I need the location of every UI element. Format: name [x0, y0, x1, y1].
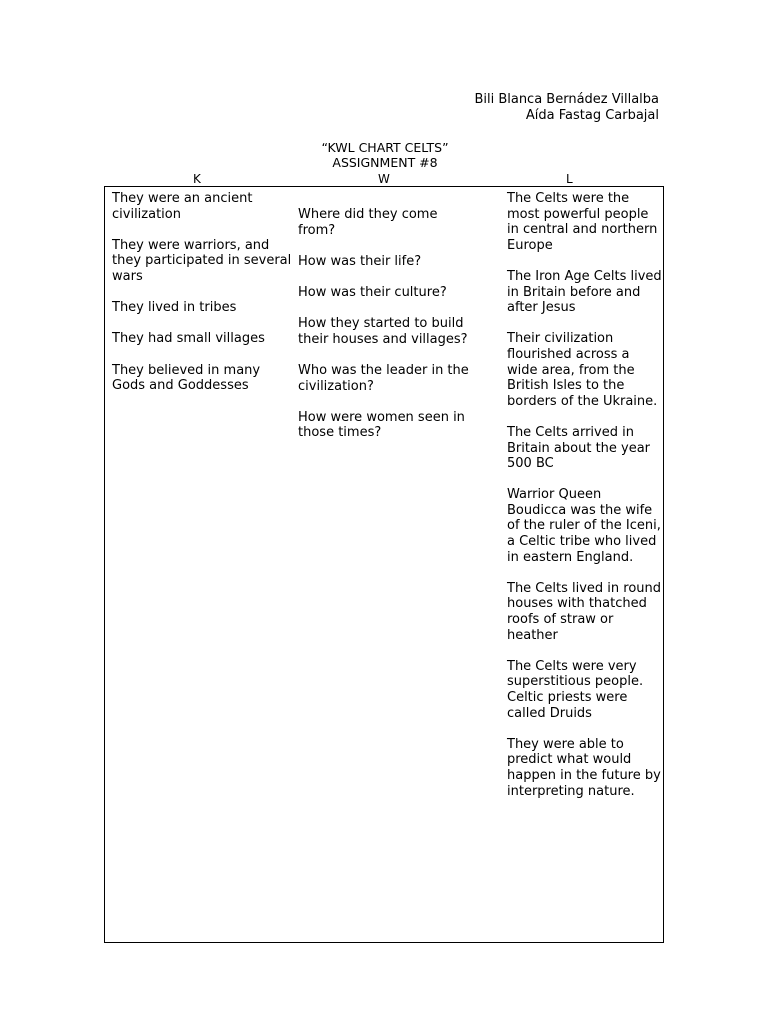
document-title: “KWL CHART CELTS”	[321, 140, 449, 155]
assignment-number: ASSIGNMENT #8	[332, 154, 438, 170]
w-column	[298, 207, 478, 457]
column-header-w: W	[378, 172, 390, 186]
l-item: Their civilization flourished across a wide area, from the British Isles to the borders of the Ukraine.	[507, 331, 658, 409]
l-item: The Celts arrived in Britain about the year 500 BC	[507, 424, 651, 472]
author-names	[474, 92, 659, 123]
w-item: How was their culture?	[298, 284, 447, 300]
k-item: They had small villages	[112, 331, 265, 347]
k-item: They were an ancient civilization	[112, 191, 253, 222]
k-item: They were warriors, and they participated in several wars	[112, 237, 292, 284]
l-item: The Celts were very superstitious people. Celtic priests were called Druids	[507, 658, 644, 721]
l-item: The Celts were the most powerful people in central and northern Europe	[507, 191, 658, 253]
author-name-2: Aída Fastag Carbajal	[525, 107, 659, 123]
w-item: How were women seen in those times?	[298, 409, 465, 441]
l-item: The Celts lived in round houses with thatched roofs of straw or heather	[507, 580, 662, 643]
l-item: Warrior Queen Boudicca was the wife of the ruler of the Iceni, a Celtic tribe who lived in eastern England.	[507, 487, 661, 565]
l-item: The Iron Age Celts lived in Britain before and after Jesus	[507, 268, 662, 316]
w-item: Who was the leader in the civilization?	[298, 362, 469, 394]
k-item: They believed in many Gods and Goddesses	[112, 362, 261, 394]
w-item: How was their life?	[298, 253, 422, 269]
l-column	[507, 191, 662, 815]
l-item: They were able to predict what would happen in the future by interpreting nature.	[507, 736, 661, 799]
w-item: Where did they come from?	[298, 207, 438, 238]
author-name-1: Bili Blanca Bernádez Villalba	[474, 92, 659, 107]
column-header-k: K	[193, 172, 201, 186]
k-column	[112, 191, 292, 409]
w-item: How they started to build their houses and villages?	[298, 316, 468, 347]
document-title-block	[290, 141, 480, 170]
k-item: They lived in tribes	[112, 300, 237, 316]
column-header-l: L	[566, 172, 573, 186]
